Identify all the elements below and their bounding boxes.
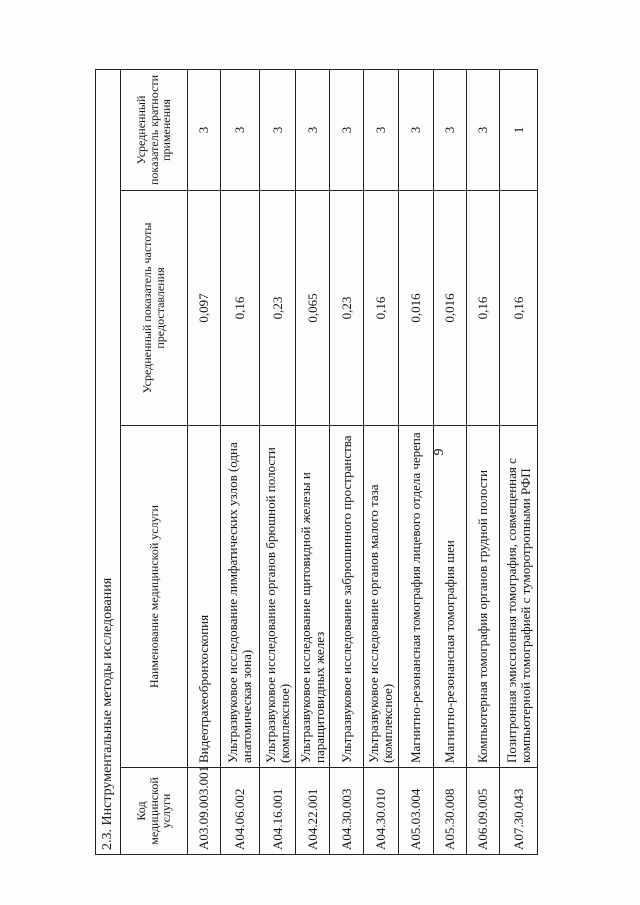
- section-title: 2.3. Инструментальные методы исследования: [96, 69, 121, 854]
- services-table: [95, 69, 538, 855]
- table-row: [221, 69, 260, 854]
- service-name: Магнитно-резонансная томография лицевого отдела черепа: [399, 426, 434, 768]
- table-row: [434, 69, 467, 854]
- frequency-value: 0,16: [500, 191, 538, 426]
- multiplicity-value: 3: [296, 69, 330, 190]
- frequency-value: 0,016: [399, 191, 434, 426]
- table-row: [500, 69, 538, 854]
- header-row: [121, 69, 188, 854]
- multiplicity-value: 3: [434, 69, 467, 190]
- service-code: A04.30.003: [330, 768, 364, 855]
- frequency-value: 0,23: [330, 191, 364, 426]
- service-name: Ультразвуковое исследование лимфатических узлов (одна анатомическая зона): [221, 426, 260, 768]
- column-header-name: Наименование медицинской услуги: [121, 426, 188, 768]
- frequency-value: 0,097: [188, 191, 221, 426]
- multiplicity-value: 3: [260, 69, 296, 190]
- table-row: [399, 69, 434, 854]
- service-code: A07.30.043: [500, 768, 538, 855]
- column-header-frequency: Усредненный показатель частоты предоставления: [121, 191, 188, 426]
- multiplicity-value: 3: [188, 69, 221, 190]
- table-row: [296, 69, 330, 854]
- frequency-value: 0,16: [364, 191, 399, 426]
- service-code: A05.03.004: [399, 768, 434, 855]
- table-row: [364, 69, 399, 854]
- service-code: A03.09.003.001: [188, 768, 221, 855]
- service-code: A04.06.002: [221, 768, 260, 855]
- service-name: Магнитно-резонансная томография шеи: [434, 426, 467, 768]
- service-name: Ультразвуковое исследование органов малого таза (комплексное): [364, 426, 399, 768]
- service-code: A04.30.010: [364, 768, 399, 855]
- service-code: A04.22.001: [296, 768, 330, 855]
- multiplicity-value: 1: [500, 69, 538, 190]
- service-code: A04.16.001: [260, 768, 296, 855]
- page-number: 9: [432, 448, 447, 456]
- service-name: Позитронная эмиссионная томография, совмещенная с компьютерной томографией с туморотропными РФП: [500, 426, 538, 768]
- multiplicity-value: 3: [399, 69, 434, 190]
- column-header-multiplicity: Усредненный показатель кратности применения: [121, 69, 188, 190]
- frequency-value: 0,065: [296, 191, 330, 426]
- multiplicity-value: 3: [467, 69, 500, 190]
- table-row: [330, 69, 364, 854]
- service-name: Ультразвуковое исследование забрюшинного пространства: [330, 426, 364, 768]
- table-row: [260, 69, 296, 854]
- frequency-value: 0,16: [467, 191, 500, 426]
- service-code: A06.09.005: [467, 768, 500, 855]
- section-row: [96, 69, 121, 854]
- service-name: Ультразвуковое исследование органов брюшной полости (комплексное): [260, 426, 296, 768]
- service-name: Компьютерная томография органов грудной полости: [467, 426, 500, 768]
- frequency-value: 0,016: [434, 191, 467, 426]
- service-code: A05.30.008: [434, 768, 467, 855]
- rotated-table-container: [95, 70, 533, 855]
- frequency-value: 0,16: [221, 191, 260, 426]
- multiplicity-value: 3: [330, 69, 364, 190]
- column-header-code: Код медицинской услуги: [121, 768, 188, 855]
- multiplicity-value: 3: [221, 69, 260, 190]
- service-name: Ультразвуковое исследование щитовидной железы и паращитовидных желез: [296, 426, 330, 768]
- table-row: [467, 69, 500, 854]
- table-row: [188, 69, 221, 854]
- frequency-value: 0,23: [260, 191, 296, 426]
- service-name: Видеотрахеобронхоскопия: [188, 426, 221, 768]
- multiplicity-value: 3: [364, 69, 399, 190]
